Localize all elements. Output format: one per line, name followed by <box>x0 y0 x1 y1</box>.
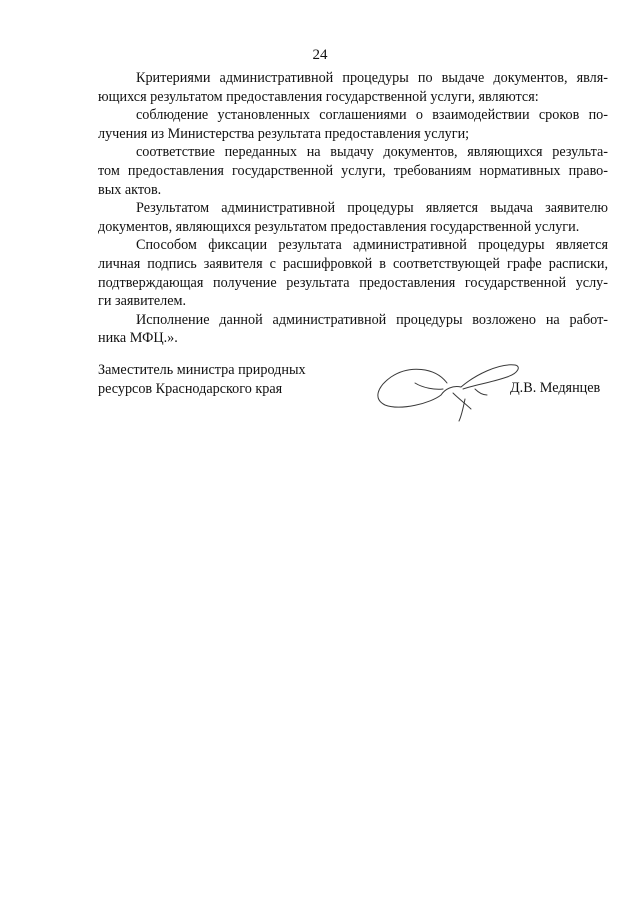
paragraph <box>98 143 608 199</box>
handwritten-signature <box>375 355 525 425</box>
text-line: Исполнение данной административной процедуры возложено на работ- <box>136 311 608 328</box>
paragraph <box>98 69 608 106</box>
signatory-title-line: Заместитель министра природных <box>98 362 306 378</box>
text-line: Результатом административной процедуры является выдача заявителю <box>136 200 608 217</box>
text-line: соответствие переданных на выдачу документов, являющихся результа- <box>136 144 608 161</box>
text-line: Критериями административной процедуры по выдаче документов, явля- <box>136 70 608 86</box>
text-line: том предоставления государственной услуги, требованиям нормативных право- <box>98 162 608 179</box>
text-line: соблюдение установленных соглашениями о взаимодействии сроков по- <box>136 107 608 124</box>
text-line: документов, являющихся результатом предоставления государственной услуги. <box>98 218 580 235</box>
text-line: подтверждающая получение результата предоставления государственной услу- <box>98 274 608 291</box>
text-line: ющихся результатом предоставления государственной услуги, являются: <box>98 88 539 105</box>
signatory-name: Д.В. Медянцев <box>510 380 601 396</box>
text-line: лучения из Министерства результата предоставления услуги; <box>98 125 470 142</box>
paragraph <box>98 199 608 236</box>
text-line: Способом фиксации результата административной процедуры является <box>136 237 608 254</box>
text-line: ника МФЦ.». <box>98 330 178 347</box>
text-line: вых актов. <box>98 181 162 198</box>
text-line: личная подпись заявителя с расшифровкой в соответствующей графе расписки, <box>98 255 608 272</box>
paragraph <box>98 236 608 310</box>
paragraph <box>98 106 608 143</box>
document-body <box>98 69 608 348</box>
page-number: 24 <box>312 47 328 63</box>
signatory-title <box>98 361 306 398</box>
paragraph <box>98 311 608 348</box>
text-line: ги заявителем. <box>98 293 187 310</box>
signatory-title-line: ресурсов Краснодарского края <box>98 380 283 397</box>
